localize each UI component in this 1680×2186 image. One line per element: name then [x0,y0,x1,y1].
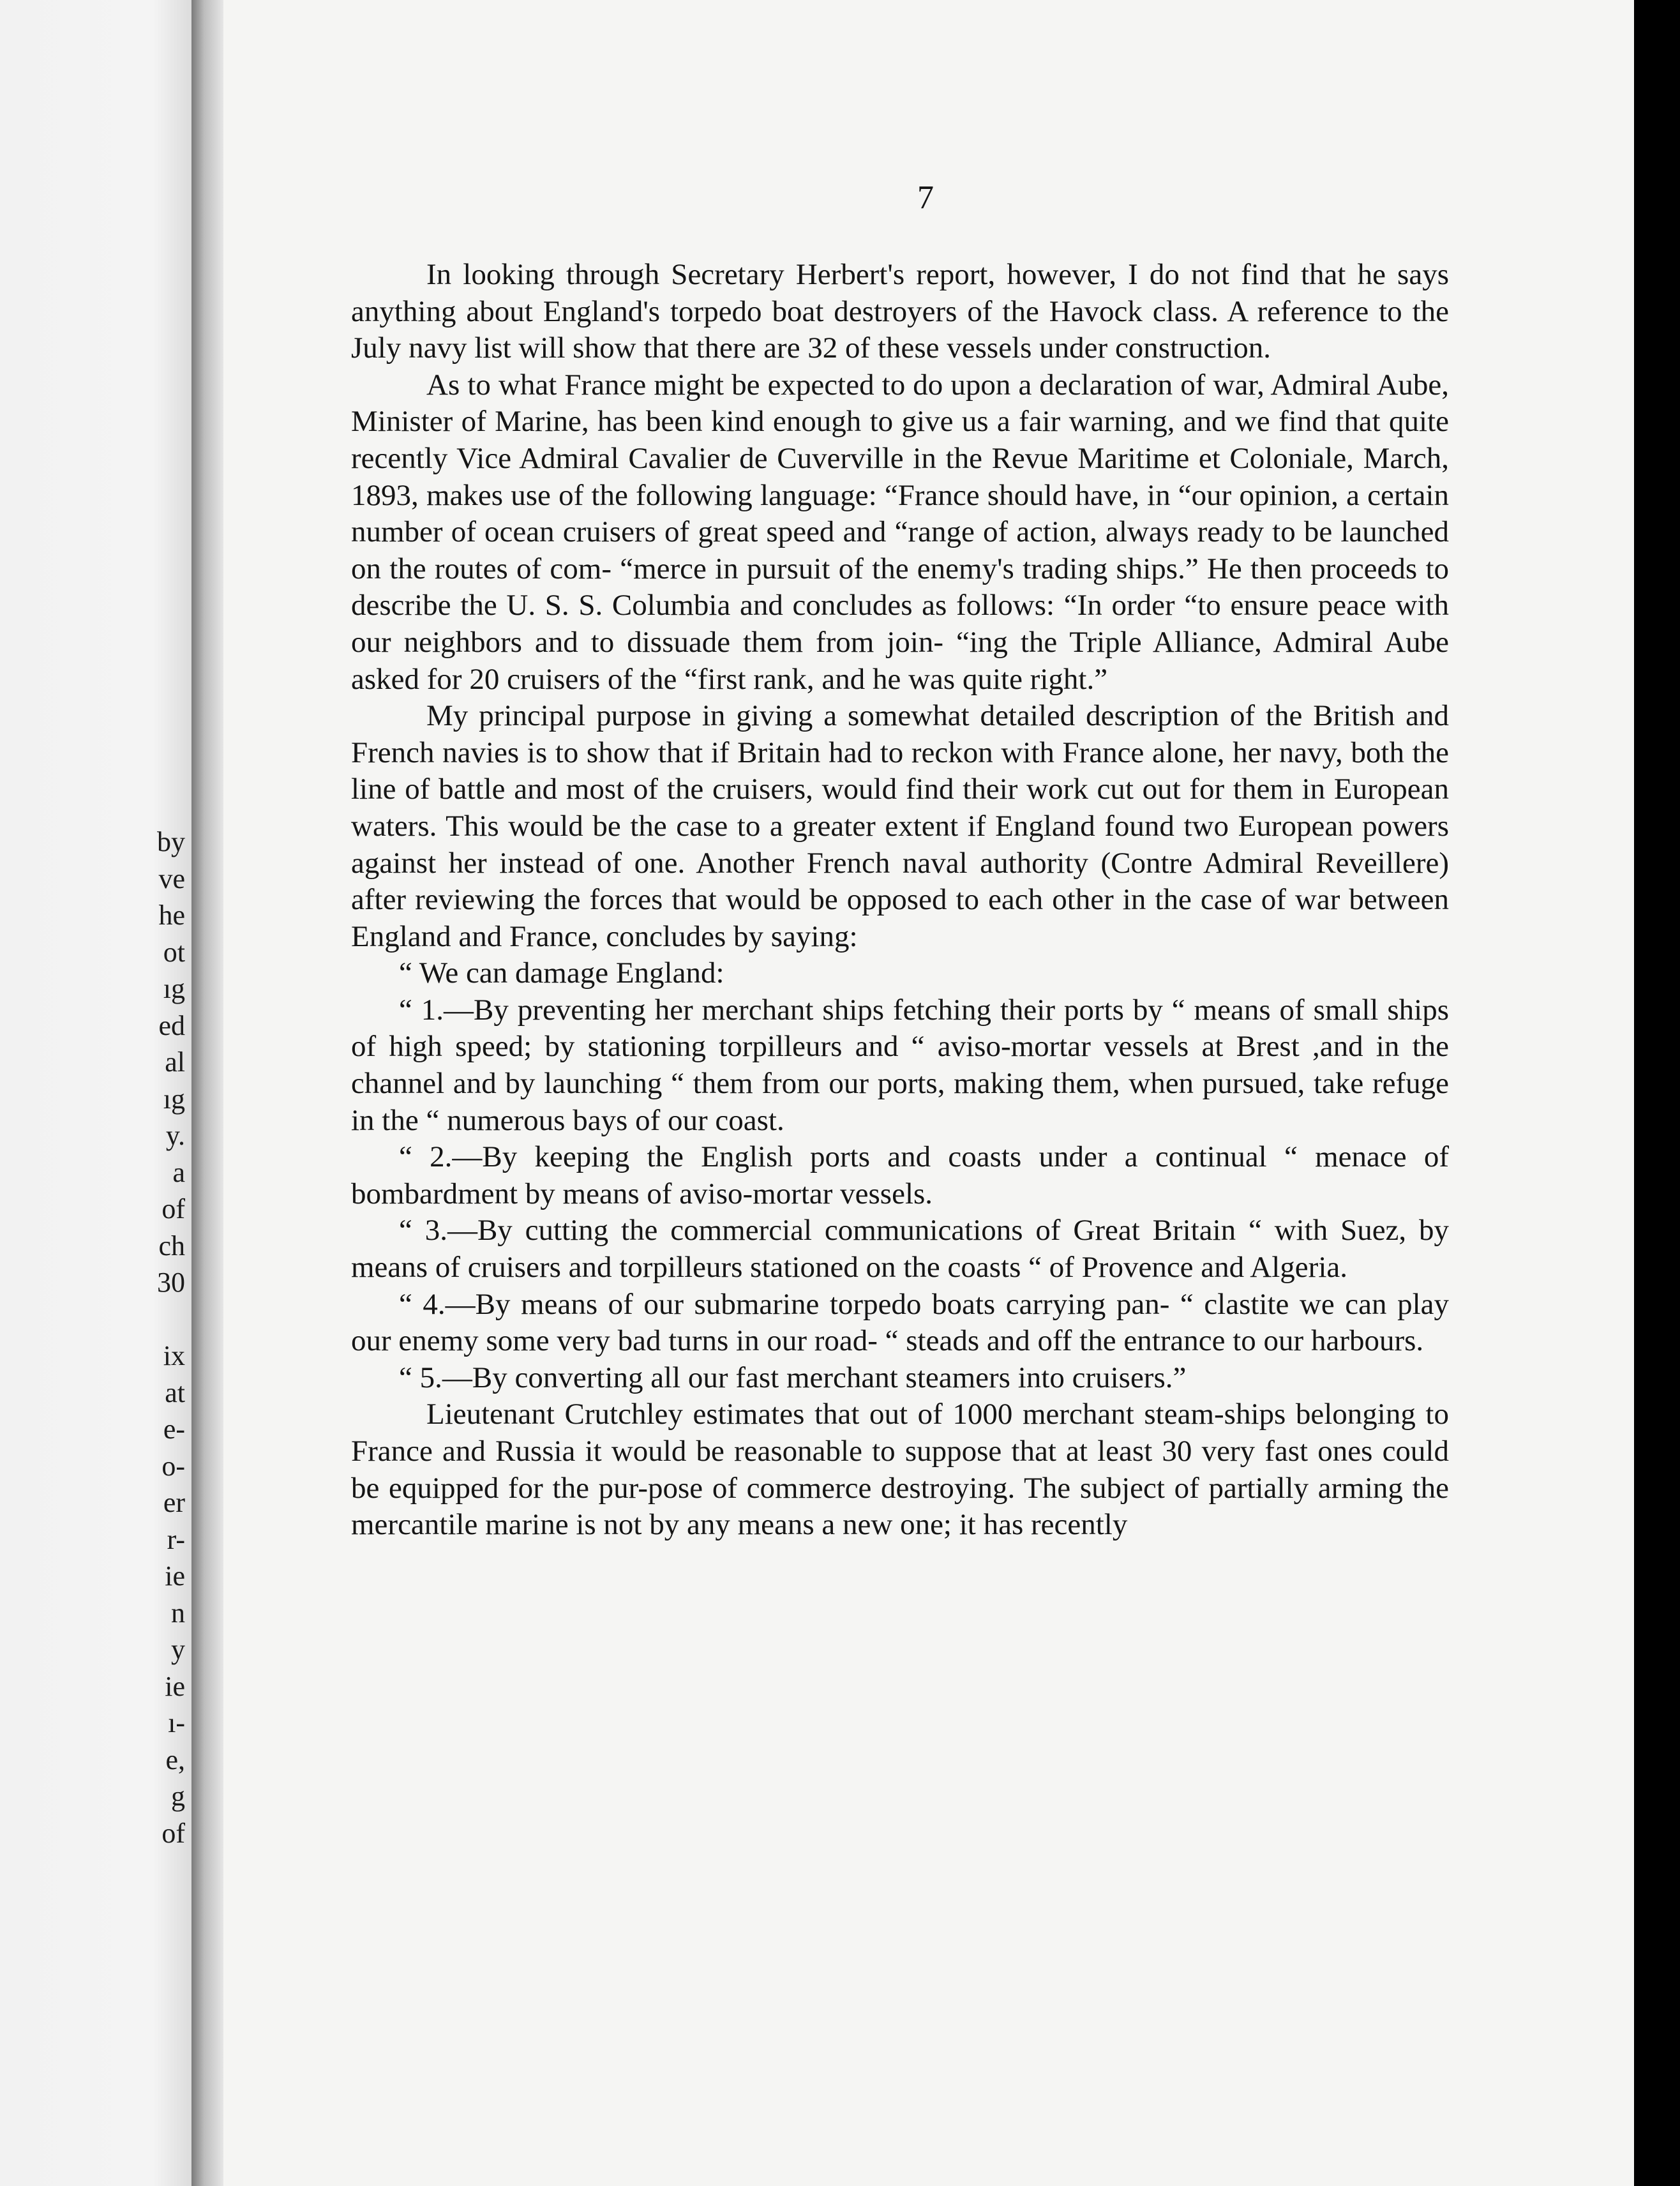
left-fragment-line: ie [165,1670,185,1702]
left-fragment-line: ix [163,1340,185,1371]
left-fragment-line: a [172,1156,185,1188]
left-fragment-line [0,1301,191,1338]
left-fragment-line: e, [165,1744,185,1775]
left-fragment-line: ie [165,1560,185,1592]
paragraph: In looking through Secretary Herbert's report, however, I do not find that he says anything about England's torpedo boat destroyers of the Havock class. A reference to the July navy list will show that there are 32 of these vessels under construction. [351,258,1449,365]
left-fragment-line: of [161,1817,185,1849]
left-fragment-line: he [158,900,185,931]
page-number: 7 [917,179,934,216]
left-fragment-line: al [165,1046,185,1078]
left-fragment-line: ıg [163,973,185,1004]
quote-intro: “ We can damage England: [399,956,724,990]
left-page-fragment [0,0,191,2186]
quote-item: “ 4.—By means of our submarine torpedo boats carrying pan- “ clastite we can play our enemy some very bad turns in our road- “ steads and off the entrance to our harbours. [351,1287,1449,1358]
paragraph: My principal purpose in giving a somewhat detailed description of the British and French navies is to show that if Britain had to reckon with France alone, her navy, both the line of battle and most of the cruisers, would find their work cut out for them in European waters. This would be the case to a greater extent if England found two European powers against her instead of one. Another French naval authority (Contre Admiral Reveillere) after reviewing the forces that would be opposed to each other in the case of war between England and France, concludes by saying: [351,699,1449,953]
left-fragment-line: 30 [157,1267,185,1298]
scan-border [1634,0,1680,2186]
left-fragment-line: e- [163,1413,185,1445]
left-fragment-line: at [165,1376,185,1408]
quote-item: “ 2.—By keeping the English ports and coasts under a continual “ menace of bombardment by means of aviso-mortar vessels. [351,1140,1449,1210]
paragraph: As to what France might be expected to do upon a declaration of war, Admiral Aube, Minister of Marine, has been kind enough to give us a fair warning, and we find that quite recently Vice Admiral Cavalier de Cuverville in the Revue Maritime et Coloniale, March, 1893, makes use of the following language: “France should have, in “our opinion, a certain number of ocean cruisers of great speed and “range of action, always ready to be launched on the routes of com- “merce in pursuit of the enemy's trading ships.” He then proceeds to describe the U. S. S. Columbia and concludes as follows: “In order “to ensure peace with our neighbors and to dissuade them from join- “ing the Triple Alliance, Admiral Aube asked for 20 cruisers of the “first rank, and he was quite right.” [351,368,1449,696]
left-fragment-line: ıg [163,1083,185,1115]
left-fragment-line: ı- [168,1707,185,1738]
left-fragment-line: y. [165,1120,185,1151]
left-fragment-line: n [171,1597,185,1629]
left-page-text-fragments [0,824,191,1851]
left-fragment-line: r- [167,1523,185,1555]
document-page [223,0,1634,2186]
left-fragment-line: ve [158,863,185,894]
left-fragment-line: by [157,826,185,857]
left-fragment-line: ed [158,1009,185,1041]
left-fragment-line: y [171,1634,185,1665]
left-fragment-line: g [171,1781,185,1812]
left-fragment-line: o- [161,1450,185,1482]
body-text [351,257,1449,1544]
left-fragment-line: of [161,1193,185,1225]
quote-item: “ 5.—By converting all our fast merchant steamers into cruisers.” [399,1361,1187,1394]
left-fragment-line: ch [158,1230,185,1262]
page-gutter-shadow [191,0,223,2186]
left-fragment-line: er [163,1487,185,1518]
quote-item: “ 1.—By preventing her merchant ships fetching their ports by “ means of small ships of high speed; by stationing torpilleurs and “ aviso-mortar vessels at Brest ,and in the channel and by launching “ them from our ports, making them, when pursued, take refuge in the “ numerous bays of our coast. [351,993,1449,1137]
left-fragment-line: ot [163,936,185,968]
paragraph: Lieutenant Crutchley estimates that out of 1000 merchant steam-ships belonging to France and Russia it would be reasonable to suppose that at least 30 very fast ones could be equipped for the pur-pose of commerce destroying. The subject of partially arming the mercantile marine is not by any means a new one; it has recently [351,1398,1449,1542]
quote-item: “ 3.—By cutting the commercial communications of Great Britain “ with Suez, by means of cruisers and torpilleurs stationed on the coasts “ of Provence and Algeria. [351,1214,1449,1285]
